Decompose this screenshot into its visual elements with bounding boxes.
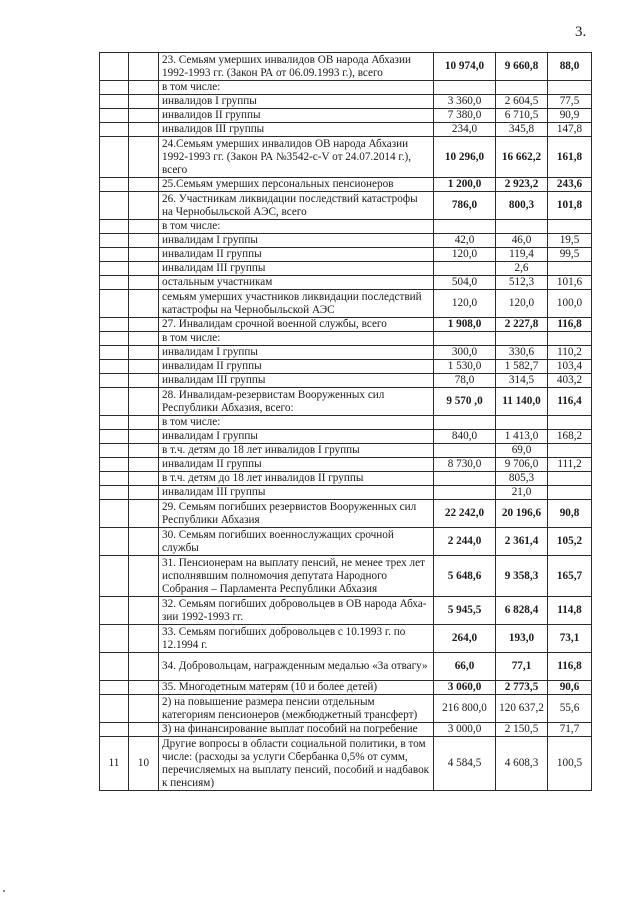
row-code-cell (100, 137, 129, 178)
percent-cell (548, 472, 592, 486)
table-row (100, 486, 592, 500)
row-label-cell: инвалидов II группы (159, 109, 434, 123)
planned-amount-cell: 5 945,5 (434, 597, 496, 625)
table-row (100, 528, 592, 556)
row-label-cell: 34. Добровольцам, награжденным медалью «За отвагу» (159, 653, 434, 681)
row-subcode-cell (129, 332, 159, 346)
planned-amount-cell: 1 200,0 (434, 178, 496, 192)
table-row (100, 109, 592, 123)
table-row (100, 556, 592, 597)
table-row (100, 597, 592, 625)
row-subcode-cell (129, 430, 159, 444)
table-row (100, 81, 592, 95)
table-row (100, 178, 592, 192)
table-row (100, 472, 592, 486)
planned-amount-cell: 22 242,0 (434, 500, 496, 528)
row-label-cell: в том числе: (159, 220, 434, 234)
row-code-cell: 11 (100, 737, 129, 791)
planned-amount-cell (434, 444, 496, 458)
percent-cell (548, 332, 592, 346)
planned-amount-cell: 2 244,0 (434, 528, 496, 556)
row-label-cell: 25.Семьям умерших персональных пенсионеров (159, 178, 434, 192)
row-subcode-cell (129, 416, 159, 430)
budget-table (99, 52, 592, 791)
row-subcode-cell (129, 458, 159, 472)
row-label-cell: в т.ч. детям до 18 лет инвалидов I группы (159, 444, 434, 458)
actual-amount-cell (496, 220, 548, 234)
table-row (100, 416, 592, 430)
actual-amount-cell: 21,0 (496, 486, 548, 500)
planned-amount-cell: 3 360,0 (434, 95, 496, 109)
planned-amount-cell: 8 730,0 (434, 458, 496, 472)
table-row (100, 723, 592, 737)
budget-table-body (100, 53, 592, 791)
row-subcode-cell (129, 123, 159, 137)
row-label-cell: 31. Пенсионерам на выплату пенсий, не менее трех лет исполнявшим полномочия депутата Народного Собрания – Парламента Республики Абхазия (159, 556, 434, 597)
planned-amount-cell: 120,0 (434, 290, 496, 318)
row-code-cell (100, 109, 129, 123)
actual-amount-cell: 2 604,5 (496, 95, 548, 109)
planned-amount-cell: 264,0 (434, 625, 496, 653)
row-subcode-cell: 10 (129, 737, 159, 791)
row-subcode-cell (129, 695, 159, 723)
actual-amount-cell: 69,0 (496, 444, 548, 458)
table-row (100, 248, 592, 262)
planned-amount-cell: 1 530,0 (434, 360, 496, 374)
row-label-cell: Другие вопросы в области социальной политики, в том числе: (расходы за услуги Сбербанка 0,5% от сумм, перечисляемых на выплату пенсий, пособий и надбавок к пенсиям) (159, 737, 434, 791)
row-label-cell: инвалидам III группы (159, 486, 434, 500)
table-row (100, 430, 592, 444)
planned-amount-cell: 300,0 (434, 346, 496, 360)
planned-amount-cell: 786,0 (434, 192, 496, 220)
row-label-cell: инвалидам I группы (159, 234, 434, 248)
row-code-cell (100, 597, 129, 625)
row-label-cell: 3) на финансирование выплат пособий на погребение (159, 723, 434, 737)
row-label-cell: 33. Семьям погибших добровольцев с 10.1993 г. по 12.1994 г. (159, 625, 434, 653)
planned-amount-cell: 840,0 (434, 430, 496, 444)
actual-amount-cell: 800,3 (496, 192, 548, 220)
actual-amount-cell: 46,0 (496, 234, 548, 248)
row-code-cell (100, 681, 129, 695)
actual-amount-cell: 77,1 (496, 653, 548, 681)
percent-cell: 116,4 (548, 388, 592, 416)
percent-cell: 116,8 (548, 653, 592, 681)
table-row (100, 123, 592, 137)
table-row (100, 192, 592, 220)
percent-cell (548, 444, 592, 458)
table-row (100, 360, 592, 374)
table-row (100, 276, 592, 290)
row-code-cell (100, 262, 129, 276)
table-row (100, 695, 592, 723)
row-label-cell: инвалидам II группы (159, 248, 434, 262)
planned-amount-cell: 5 648,6 (434, 556, 496, 597)
actual-amount-cell (496, 332, 548, 346)
percent-cell: 71,7 (548, 723, 592, 737)
table-row (100, 388, 592, 416)
row-label-cell: остальным участникам (159, 276, 434, 290)
row-code-cell (100, 500, 129, 528)
planned-amount-cell: 3 060,0 (434, 681, 496, 695)
actual-amount-cell: 6 828,4 (496, 597, 548, 625)
actual-amount-cell: 120 637,2 (496, 695, 548, 723)
table-row (100, 737, 592, 791)
row-code-cell (100, 653, 129, 681)
row-code-cell (100, 528, 129, 556)
planned-amount-cell (434, 262, 496, 276)
row-code-cell (100, 486, 129, 500)
row-subcode-cell (129, 500, 159, 528)
table-row (100, 444, 592, 458)
row-subcode-cell (129, 472, 159, 486)
row-code-cell (100, 81, 129, 95)
row-subcode-cell (129, 81, 159, 95)
planned-amount-cell: 9 570 ,0 (434, 388, 496, 416)
row-label-cell: в том числе: (159, 332, 434, 346)
actual-amount-cell: 9 660,8 (496, 53, 548, 81)
row-code-cell (100, 192, 129, 220)
row-label-cell: 28. Инвалидам-резервистам Вооруженных сил Республики Абхазия, всего: (159, 388, 434, 416)
planned-amount-cell (434, 332, 496, 346)
actual-amount-cell: 20 196,6 (496, 500, 548, 528)
percent-cell (548, 486, 592, 500)
row-code-cell (100, 95, 129, 109)
table-row (100, 262, 592, 276)
percent-cell: 116,8 (548, 318, 592, 332)
planned-amount-cell: 504,0 (434, 276, 496, 290)
row-label-cell: 26. Участникам ликвидации последствий катастрофы на Чернобыльской АЭС, всего (159, 192, 434, 220)
table-row (100, 374, 592, 388)
scan-mark (3, 890, 5, 892)
percent-cell: 114,8 (548, 597, 592, 625)
table-row (100, 332, 592, 346)
percent-cell: 105,2 (548, 528, 592, 556)
actual-amount-cell: 6 710,5 (496, 109, 548, 123)
row-label-cell: семьям умерших участников ликвидации последствий катастрофы на Чернобыльской АЭС (159, 290, 434, 318)
table-row (100, 220, 592, 234)
percent-cell: 161,8 (548, 137, 592, 178)
row-subcode-cell (129, 53, 159, 81)
percent-cell: 110,2 (548, 346, 592, 360)
row-code-cell (100, 248, 129, 262)
row-subcode-cell (129, 528, 159, 556)
percent-cell (548, 416, 592, 430)
percent-cell (548, 81, 592, 95)
row-subcode-cell (129, 318, 159, 332)
row-code-cell (100, 178, 129, 192)
row-subcode-cell (129, 444, 159, 458)
row-code-cell (100, 625, 129, 653)
table-row (100, 653, 592, 681)
row-subcode-cell (129, 486, 159, 500)
percent-cell: 403,2 (548, 374, 592, 388)
row-label-cell: инвалидов III группы (159, 123, 434, 137)
table-row (100, 681, 592, 695)
row-label-cell: 32. Семьям погибших добровольцев в ОВ народа Абха-зии 1992-1993 гг. (159, 597, 434, 625)
row-label-cell: инвалидам I группы (159, 430, 434, 444)
row-label-cell: инвалидам III группы (159, 374, 434, 388)
row-subcode-cell (129, 360, 159, 374)
row-label-cell: инвалидам II группы (159, 360, 434, 374)
actual-amount-cell: 345,8 (496, 123, 548, 137)
actual-amount-cell: 119,4 (496, 248, 548, 262)
row-subcode-cell (129, 374, 159, 388)
table-row (100, 95, 592, 109)
percent-cell: 19,5 (548, 234, 592, 248)
table-row (100, 318, 592, 332)
row-label-cell: 35. Многодетным матерям (10 и более детей) (159, 681, 434, 695)
table-row (100, 346, 592, 360)
row-subcode-cell (129, 290, 159, 318)
percent-cell: 100,5 (548, 737, 592, 791)
planned-amount-cell: 78,0 (434, 374, 496, 388)
actual-amount-cell: 314,5 (496, 374, 548, 388)
actual-amount-cell: 9 706,0 (496, 458, 548, 472)
row-subcode-cell (129, 723, 159, 737)
row-code-cell (100, 695, 129, 723)
row-code-cell (100, 430, 129, 444)
row-subcode-cell (129, 262, 159, 276)
row-code-cell (100, 123, 129, 137)
planned-amount-cell: 120,0 (434, 248, 496, 262)
actual-amount-cell: 11 140,0 (496, 388, 548, 416)
row-label-cell: инвалидам II группы (159, 458, 434, 472)
row-label-cell: в т.ч. детям до 18 лет инвалидов II группы (159, 472, 434, 486)
planned-amount-cell (434, 416, 496, 430)
percent-cell: 100,0 (548, 290, 592, 318)
percent-cell: 101,8 (548, 192, 592, 220)
row-code-cell (100, 444, 129, 458)
table-row (100, 290, 592, 318)
actual-amount-cell: 2 227,8 (496, 318, 548, 332)
planned-amount-cell (434, 486, 496, 500)
row-code-cell (100, 723, 129, 737)
percent-cell: 99,5 (548, 248, 592, 262)
percent-cell: 168,2 (548, 430, 592, 444)
planned-amount-cell: 1 908,0 (434, 318, 496, 332)
actual-amount-cell: 1 413,0 (496, 430, 548, 444)
planned-amount-cell: 42,0 (434, 234, 496, 248)
row-label-cell: 27. Инвалидам срочной военной службы, всего (159, 318, 434, 332)
percent-cell: 73,1 (548, 625, 592, 653)
row-code-cell (100, 318, 129, 332)
row-code-cell (100, 290, 129, 318)
row-subcode-cell (129, 597, 159, 625)
row-code-cell (100, 416, 129, 430)
planned-amount-cell (434, 472, 496, 486)
row-code-cell (100, 472, 129, 486)
actual-amount-cell: 120,0 (496, 290, 548, 318)
percent-cell: 165,7 (548, 556, 592, 597)
row-subcode-cell (129, 234, 159, 248)
actual-amount-cell: 4 608,3 (496, 737, 548, 791)
planned-amount-cell: 7 380,0 (434, 109, 496, 123)
percent-cell: 111,2 (548, 458, 592, 472)
row-subcode-cell (129, 276, 159, 290)
row-label-cell: 29. Семьям погибших резервистов Вооруженных сил Республики Абхазия (159, 500, 434, 528)
actual-amount-cell: 2 923,2 (496, 178, 548, 192)
percent-cell: 243,6 (548, 178, 592, 192)
actual-amount-cell: 16 662,2 (496, 137, 548, 178)
row-subcode-cell (129, 346, 159, 360)
percent-cell: 103,4 (548, 360, 592, 374)
actual-amount-cell (496, 81, 548, 95)
row-subcode-cell (129, 625, 159, 653)
actual-amount-cell: 805,3 (496, 472, 548, 486)
row-code-cell (100, 458, 129, 472)
planned-amount-cell: 4 584,5 (434, 737, 496, 791)
percent-cell: 90,9 (548, 109, 592, 123)
actual-amount-cell: 2 773,5 (496, 681, 548, 695)
row-subcode-cell (129, 388, 159, 416)
row-code-cell (100, 360, 129, 374)
row-label-cell: 23. Семьям умерших инвалидов ОВ народа Абхазии 1992-1993 гг. (Закон РА от 06.09.1993 г.), всего (159, 53, 434, 81)
planned-amount-cell: 10 296,0 (434, 137, 496, 178)
actual-amount-cell: 1 582,7 (496, 360, 548, 374)
actual-amount-cell: 2 150,5 (496, 723, 548, 737)
percent-cell: 55,6 (548, 695, 592, 723)
row-code-cell (100, 276, 129, 290)
row-label-cell: 2) на повышение размера пенсии отдельным категориям пенсионеров (межбюджетный трансферт) (159, 695, 434, 723)
row-label-cell: в том числе: (159, 416, 434, 430)
row-subcode-cell (129, 137, 159, 178)
table-row (100, 625, 592, 653)
percent-cell: 101,6 (548, 276, 592, 290)
page-number: 3. (575, 24, 587, 40)
actual-amount-cell: 2,6 (496, 262, 548, 276)
row-code-cell (100, 556, 129, 597)
planned-amount-cell: 216 800,0 (434, 695, 496, 723)
row-code-cell (100, 234, 129, 248)
row-code-cell (100, 220, 129, 234)
table-row (100, 53, 592, 81)
planned-amount-cell (434, 220, 496, 234)
table-row (100, 458, 592, 472)
row-subcode-cell (129, 220, 159, 234)
percent-cell: 90,6 (548, 681, 592, 695)
percent-cell: 88,0 (548, 53, 592, 81)
row-subcode-cell (129, 653, 159, 681)
actual-amount-cell: 193,0 (496, 625, 548, 653)
planned-amount-cell: 3 000,0 (434, 723, 496, 737)
percent-cell (548, 220, 592, 234)
row-code-cell (100, 332, 129, 346)
percent-cell: 147,8 (548, 123, 592, 137)
row-label-cell: 30. Семьям погибших военнослужащих срочной службы (159, 528, 434, 556)
actual-amount-cell: 2 361,4 (496, 528, 548, 556)
row-code-cell (100, 388, 129, 416)
table-row (100, 137, 592, 178)
table-row (100, 500, 592, 528)
actual-amount-cell: 330,6 (496, 346, 548, 360)
row-subcode-cell (129, 192, 159, 220)
row-code-cell (100, 53, 129, 81)
planned-amount-cell: 234,0 (434, 123, 496, 137)
actual-amount-cell (496, 416, 548, 430)
row-label-cell: в том числе: (159, 81, 434, 95)
row-subcode-cell (129, 109, 159, 123)
planned-amount-cell (434, 81, 496, 95)
row-code-cell (100, 374, 129, 388)
actual-amount-cell: 9 358,3 (496, 556, 548, 597)
row-label-cell: инвалидам III группы (159, 262, 434, 276)
row-subcode-cell (129, 248, 159, 262)
row-label-cell: инвалидов I группы (159, 95, 434, 109)
percent-cell (548, 262, 592, 276)
row-subcode-cell (129, 556, 159, 597)
percent-cell: 77,5 (548, 95, 592, 109)
row-subcode-cell (129, 95, 159, 109)
percent-cell: 90,8 (548, 500, 592, 528)
table-row (100, 234, 592, 248)
row-code-cell (100, 346, 129, 360)
actual-amount-cell: 512,3 (496, 276, 548, 290)
row-subcode-cell (129, 681, 159, 695)
row-subcode-cell (129, 178, 159, 192)
planned-amount-cell: 10 974,0 (434, 53, 496, 81)
planned-amount-cell: 66,0 (434, 653, 496, 681)
row-label-cell: инвалидам I группы (159, 346, 434, 360)
row-label-cell: 24.Семьям умерших инвалидов ОВ народа Абхазии 1992-1993 гг. (Закон РА №3542-с-V от 24.07.2014 г.), всего (159, 137, 434, 178)
